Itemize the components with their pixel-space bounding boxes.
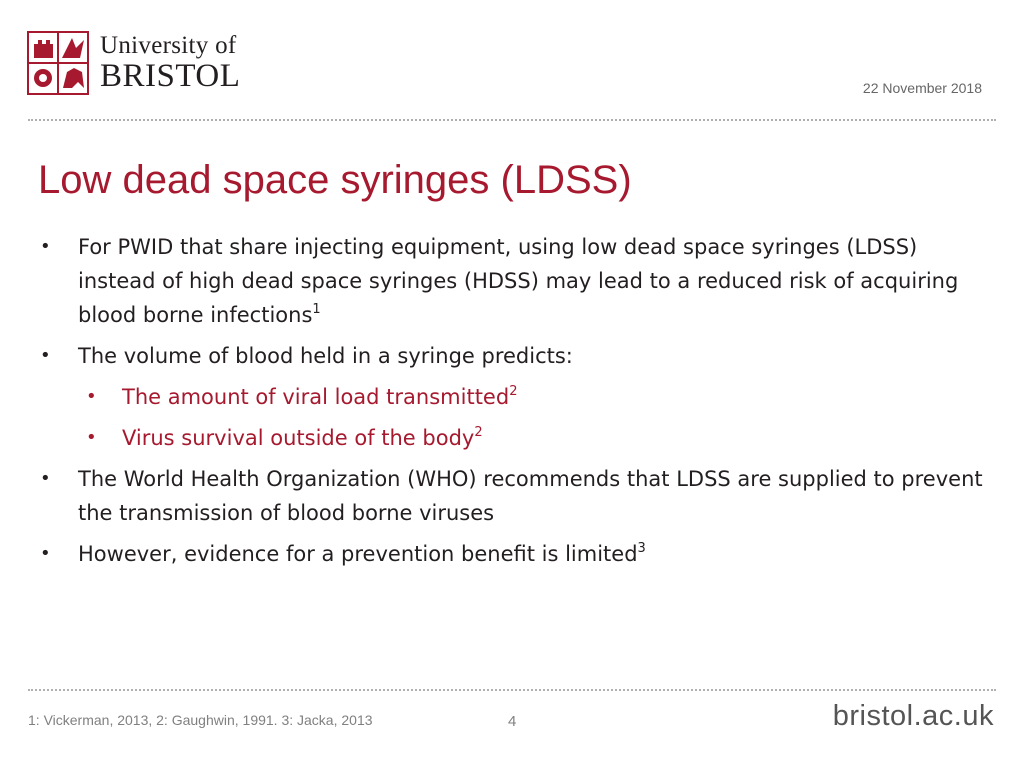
references-footnote: 1: Vickerman, 2013, 2: Gaughwin, 1991. 3: Jacka, 2013 [28,712,373,728]
reference-superscript: 2 [474,425,483,440]
reference-superscript: 1 [312,302,321,317]
sub-bullet-item [40,421,990,455]
bullet-item [40,339,990,373]
bullet-marker: • [86,386,97,407]
bullet-marker: • [86,427,97,448]
university-crest-icon [26,30,90,96]
bullet-marker: • [40,543,51,564]
bullet-marker: • [40,468,51,489]
slide-title: Low dead space syringes (LDSS) [38,158,632,202]
site-url: bristol.ac.uk [832,700,994,732]
bullet-text: The amount of viral load transmitted [122,385,510,409]
bullet-item [40,462,990,530]
bullet-text: Virus survival outside of the body [122,426,475,450]
university-logo [26,28,240,98]
header-divider [28,119,996,121]
reference-superscript: 2 [509,384,518,399]
footer-divider [28,689,996,691]
bullet-item [40,537,990,571]
bullet-marker: • [40,345,51,366]
bullet-list [40,230,990,578]
bullet-item [40,230,990,332]
logo-university-of: University of [100,32,237,59]
page-number: 4 [508,713,517,730]
reference-superscript: 3 [637,541,646,556]
bullet-marker: • [40,236,51,257]
bullet-text: The World Health Organization (WHO) recommends that LDSS are supplied to prevent the transmission of blood borne viruses [78,467,983,525]
bullet-text: For PWID that share injecting equipment, using low dead space syringes (LDSS) instead of high dead space syringes (HDSS) may lead to a reduced risk of acquiring blood borne infections [78,235,959,327]
sub-bullet-item [40,380,990,414]
logo-bristol: BRISTOL [100,58,241,94]
slide-date: 22 November 2018 [862,80,982,96]
bullet-text: However, evidence for a prevention benefit is limited [78,542,638,566]
bullet-text: The volume of blood held in a syringe predicts: [78,344,573,368]
